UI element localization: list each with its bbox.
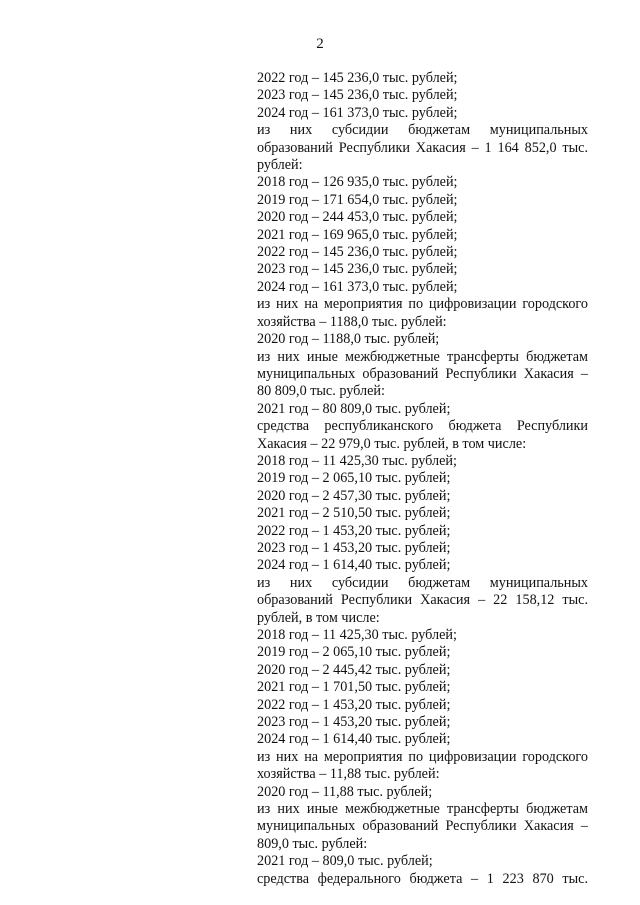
budget-year-line: 2020 год – 11,88 тыс. рублей; bbox=[257, 783, 433, 800]
funding-source-paragraph: из них субсидии бюджетам муниципальных образований Республики Хакасия – 22 158,12 тыс. рублей, в том числе: bbox=[257, 574, 588, 626]
budget-year-line: 2022 год – 1 453,20 тыс. рублей; bbox=[257, 696, 451, 713]
budget-year-line: 2020 год – 2 445,42 тыс. рублей; bbox=[257, 661, 451, 678]
budget-year-line: 2022 год – 145 236,0 тыс. рублей; bbox=[257, 244, 458, 261]
budget-year-line: 2024 год – 161 373,0 тыс. рублей; bbox=[257, 104, 458, 121]
budget-year-line: 2019 год – 171 654,0 тыс. рублей; bbox=[257, 191, 458, 208]
budget-year-line: 2021 год – 2 510,50 тыс. рублей; bbox=[257, 505, 451, 522]
funding-source-paragraph: средства республиканского бюджета Республики Хакасия – 22 979,0 тыс. рублей, в том числе: bbox=[257, 418, 588, 452]
document-body bbox=[257, 70, 588, 888]
funding-source-paragraph: из них на мероприятия по цифровизации городского хозяйства – 1188,0 тыс. рублей: bbox=[257, 296, 588, 330]
budget-year-line: 2024 год – 1 614,40 тыс. рублей; bbox=[257, 731, 451, 748]
budget-year-line: 2024 год – 1 614,40 тыс. рублей; bbox=[257, 557, 451, 574]
budget-year-line: 2021 год – 809,0 тыс. рублей; bbox=[257, 853, 433, 870]
funding-source-paragraph: средства федерального бюджета – 1 223 870 тыс. bbox=[257, 870, 588, 887]
budget-year-line: 2021 год – 1 701,50 тыс. рублей; bbox=[257, 679, 451, 696]
budget-year-line: 2020 год – 2 457,30 тыс. рублей; bbox=[257, 487, 451, 504]
budget-year-line: 2019 год – 2 065,10 тыс. рублей; bbox=[257, 644, 451, 661]
budget-year-line: 2023 год – 1 453,20 тыс. рублей; bbox=[257, 539, 451, 556]
budget-year-line: 2023 год – 145 236,0 тыс. рублей; bbox=[257, 261, 458, 278]
budget-year-line: 2023 год – 1 453,20 тыс. рублей; bbox=[257, 714, 451, 731]
budget-year-line: 2019 год – 2 065,10 тыс. рублей; bbox=[257, 470, 451, 487]
budget-year-line: 2024 год – 161 373,0 тыс. рублей; bbox=[257, 278, 458, 295]
budget-year-line: 2018 год – 11 425,30 тыс. рублей; bbox=[257, 627, 457, 643]
budget-year-line: 2020 год – 1188,0 тыс. рублей; bbox=[257, 331, 440, 348]
budget-year-line: 2020 год – 244 453,0 тыс. рублей; bbox=[257, 209, 458, 226]
budget-year-line: 2022 год – 145 236,0 тыс. рублей; bbox=[257, 70, 458, 86]
budget-year-line: 2021 год – 80 809,0 тыс. рублей; bbox=[257, 400, 451, 417]
budget-year-line: 2018 год – 11 425,30 тыс. рублей; bbox=[257, 452, 457, 469]
budget-year-line: 2018 год – 126 935,0 тыс. рублей; bbox=[257, 174, 458, 191]
budget-year-line: 2023 год – 145 236,0 тыс. рублей; bbox=[257, 87, 458, 104]
funding-source-paragraph: из них иные межбюджетные трансферты бюджетам муниципальных образований Республики Хакасия – 809,0 тыс. рублей: bbox=[257, 801, 588, 852]
budget-year-line: 2022 год – 1 453,20 тыс. рублей; bbox=[257, 522, 451, 539]
page-number: 2 bbox=[316, 36, 324, 52]
funding-source-paragraph: из них на мероприятия по цифровизации городского хозяйства – 11,88 тыс. рублей: bbox=[257, 748, 588, 783]
funding-source-paragraph: из них иные межбюджетные трансферты бюджетам муниципальных образований Республики Хакасия – 80 809,0 тыс. рублей: bbox=[257, 348, 588, 400]
funding-source-paragraph: из них субсидии бюджетам муниципальных образований Республики Хакасия – 1 164 852,0 тыс. рублей: bbox=[257, 122, 588, 174]
budget-year-line: 2021 год – 169 965,0 тыс. рублей; bbox=[257, 226, 458, 243]
